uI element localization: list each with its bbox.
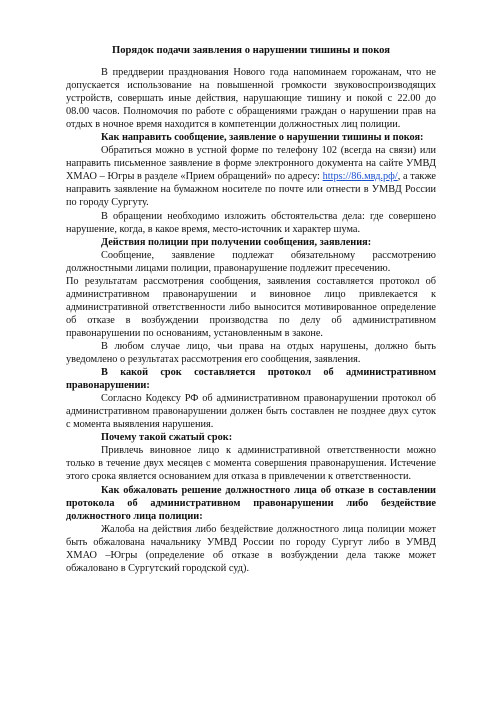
report-methods-text-start: Обратиться можно в устной форме по телефону 102 (всегда на связи) или направить письменное заявление в форме электронного документа на сайте УМВД ХМАО – Югры в разделе «Прием обращений» по адресу: [66, 145, 436, 183]
heading-how-to-report: Как направить сообщение, заявление о нарушении тишины и покоя: [101, 132, 424, 144]
report-methods-text-end: , а также направить заявление на бумажном носителе по почте или отнести в УМВД России по городу Сургуту. [66, 171, 436, 209]
document-title: Порядок подачи заявления о нарушении тишины и покоя [111, 45, 391, 56]
notification-paragraph: В любом случае лицо, чьи права на отдых нарушены, должно быть уведомлено о результатах рассмотрения его сообщения, заявления. [66, 340, 436, 366]
review-results-paragraph: По результатам рассмотрения сообщения, заявления составляется протокол об административном правонарушении и виновное лицо привлекается к административной ответственности либо выносится мотивированное определение об отказе в возбуждении производства по делу об административном правонарушении по основаниям, установленным в законе. [66, 275, 436, 339]
heading-protocol-deadline: В какой срок составляется протокол об административном правонарушении: [66, 367, 436, 392]
heading-police-actions: Действия полиции при получении сообщения, заявления: [101, 236, 372, 248]
complaint-contents-paragraph: В обращении необходимо изложить обстоятельства дела: где совершено нарушение, когда, в какое время, место-источник и характер шума. [66, 210, 436, 235]
intro-paragraph: В преддверии празднования Нового года напоминаем горожанам, что не допускается использование на повышенной громкости звуковоспроизводящих устройств, совершать иные действия, нарушающие тишину и покой с 22.00 до 08.00 часов. Полномочия по работе с обращениями граждан о нарушении прав на отдых в ночное время находится в компетенции должностных лиц полиции. [66, 67, 436, 131]
mvd-website-link[interactable]: https://86.мвд.рф/ [322, 171, 398, 183]
appeal-paragraph: Жалоба на действия либо бездействие должностного лица полиции может быть обжалована начальнику УМВД России по городу Сургут либо в УМВД ХМАО –Югры (определение об отказе в возбуждении дела также может обжаловано в Сургутский городской суд). [66, 523, 436, 574]
mandatory-review-paragraph: Сообщение, заявление подлежат обязательному рассмотрению должностными лицами полиции, правонарушение подлежит пресечению. [66, 249, 436, 274]
heading-how-to-appeal: Как обжаловать решение должностного лица об отказе в составлении протокола об административном правонарушении либо бездействие должностного лица полиции: [66, 484, 436, 522]
short-deadline-paragraph: Привлечь виновное лицо к административной ответственности можно только в течение двух месяцев с момента совершения правонарушения. Истечение этого срока является основанием для отказа в привлечении к ответственности. [66, 445, 436, 483]
protocol-deadline-paragraph: Согласно Кодексу РФ об административном правонарушении протокол об административном правонарушении должен быть составлен не позднее двух суток с момента выявления нарушения. [66, 393, 436, 431]
report-methods-paragraph [66, 144, 436, 209]
heading-why-short-deadline: Почему такой сжатый срок: [101, 432, 233, 444]
